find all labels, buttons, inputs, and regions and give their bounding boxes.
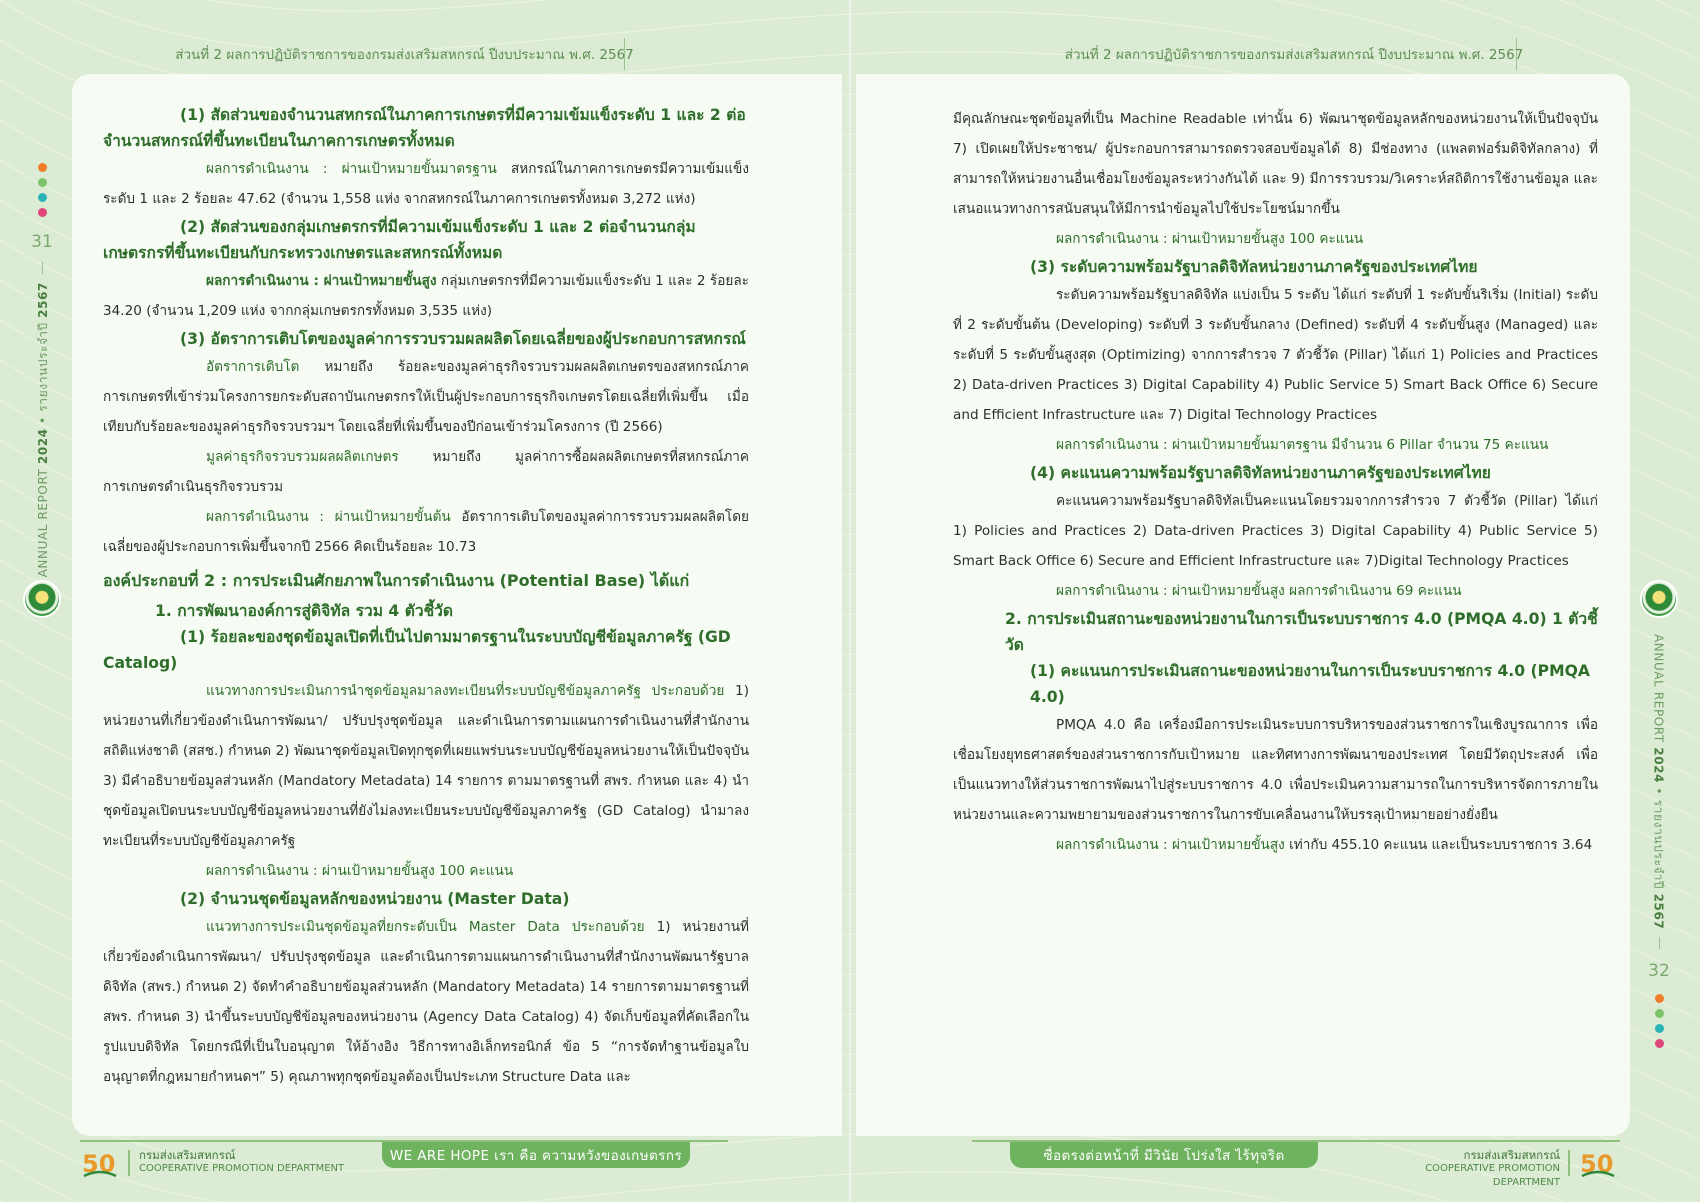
teal-dot	[38, 193, 47, 202]
result-label: ผลการดำเนินงาน : ผ่านเป้าหมายขั้นสูง	[206, 273, 437, 289]
org-name-thai: กรมส่งเสริมสหกรณ์	[139, 1148, 236, 1162]
thai-report-label: รายงานประจำปี	[1651, 799, 1666, 890]
result-label: ผลการดำเนินงาน : ผ่านเป้าหมายขั้นมาตรฐาน	[206, 161, 497, 177]
result-text: กลุ่มเกษตรกรที่มีความเข้มแข็งระดับ 1 และ 2 ร้อยละ 34.20 (จำนวน 1,209 แห่ง จากกลุ่มเกษตรกรทั้งหมด 3,535 แห่ง)	[103, 273, 749, 319]
page-number-right: 32	[1648, 961, 1670, 982]
green-dot	[38, 178, 47, 187]
pink-dot	[38, 208, 47, 217]
footer-separator	[128, 1150, 130, 1176]
page-fold	[849, 0, 851, 1202]
department-seal-icon	[1640, 580, 1678, 618]
page-header-right: ส่วนที่ 2 ผลการปฏิบัติราชการของกรมส่งเสริมสหกรณ์ ปีงบประมาณ พ.ศ. 2567	[1072, 38, 1517, 70]
paragraph: PMQA 4.0 คือ เครื่องมือการประเมินระบบการบริหารของส่วนราชการในเชิงบูรณาการ เพื่อเชื่อมโยงยุทธศาสตร์ของส่วนราชการกับเป้าหมาย และทิศทางการพัฒนาของประเทศ โดยมีวัตถุประสงค์ เพื่อเป็นแนวทางให้ส่วนราชการพัฒนาไปสู่ระบบราชการ 4.0 เพื่อประเมินความสามารถในการบริหารจัดการภายในหน่วยงานและความพยายามของส่วนราชการในการขับเคลื่อนงานให้บรรลุเป้าหมายอย่างยั่งยืน	[953, 717, 1598, 823]
orange-dot	[38, 163, 47, 172]
page-header-left: ส่วนที่ 2 ผลการปฏิบัติราชการของกรมส่งเสริมสหกรณ์ ปีงบประมาณ พ.ศ. 2567	[185, 38, 625, 70]
result-line: ผลการดำเนินงาน : ผ่านเป้าหมายขั้นสูง 100 คะแนน	[1056, 231, 1364, 247]
section-heading: (1) ร้อยละของชุดข้อมูลเปิดที่เป็นไปตามมาตรฐานในระบบบัญชีข้อมูลภาครัฐ (GD Catalog)	[103, 628, 731, 672]
paragraph	[103, 442, 749, 502]
result-line	[953, 830, 1598, 860]
slogan-pill-left: WE ARE HOPE เรา คือ ความหวังของเกษตรกร	[382, 1142, 690, 1168]
method-label: แนวทางการประเมินการนำชุดข้อมูลมาลงทะเบียนที่ระบบบัญชีข้อมูลภาครัฐ ประกอบด้วย	[206, 683, 725, 699]
right-page-content	[953, 104, 1598, 860]
result-text: อัตราการเติบโตของมูลค่าการรวบรวมผลผลิตโดยเฉลี่ยของผู้ประกอบการเพิ่มขึ้นจากปี 2566 คิดเป็นร้อยละ 10.73	[103, 509, 749, 555]
section-heading: (3) อัตราการเติบโตของมูลค่าการรวบรวมผลผลิตโดยเฉลี่ยของผู้ประกอบการสหกรณ์	[180, 330, 746, 348]
anniversary-50-logo-icon	[1578, 1146, 1618, 1180]
page-number-left: 31	[31, 232, 53, 252]
paragraph: มีคุณลักษณะชุดข้อมูลที่เป็น Machine Readable เท่านั้น 6) พัฒนาชุดข้อมูลหลักของหน่วยงานให้เป็นปัจจุบัน 7) เปิดเผยให้ประชาชน/ ผู้ประกอบการสามารถตรวจสอบข้อมูลได้ 8) มีช่องทาง (แพลตฟอร์มดิจิทัลกลาง) ที่สามารถให้หน่วยงานอื่นเชื่อมโยงข้อมูลระหว่างกันได้ และ 9) มีการรวบรวม/วิเคราะห์สถิติการใช้งานข้อมูล และเสนอแนวทางการสนับสนุนให้มีการนำข้อมูลไปใช้ประโยชน์มากขึ้น	[953, 111, 1598, 217]
annual-report-label: ANNUAL REPORT	[35, 468, 50, 578]
left-page-content	[103, 102, 749, 1092]
annual-report-label: ANNUAL REPORT	[1651, 634, 1666, 743]
section-heading: (1) คะแนนการประเมินสถานะของหน่วยงานในการเป็นระบบราชการ 4.0 (PMQA 4.0)	[1030, 662, 1590, 706]
result-text: เท่ากับ 455.10 คะแนน และเป็นระบบราชการ 3.64	[1289, 837, 1593, 853]
paragraph	[103, 266, 749, 326]
year-en: 2024	[35, 428, 50, 465]
result-text: สหกรณ์ในภาคการเกษตรมีความเข้มแข็งระดับ 1 และ 2 ร้อยละ 47.62 (จำนวน 1,558 แห่ง จากสหกรณ์ในภาคการเกษตรทั้งหมด 3,272 แห่ง)	[103, 161, 749, 207]
annual-report-vertical	[33, 282, 52, 577]
result-label: ผลการดำเนินงาน : ผ่านเป้าหมายขั้นต้น	[206, 509, 451, 525]
logo-number: 50	[82, 1150, 116, 1178]
anniversary-50-logo-icon	[80, 1146, 120, 1180]
term-text: หมายถึง ร้อยละของมูลค่าธุรกิจรวบรวมผลผลิตเกษตรของสหกรณ์ภาคการเกษตรที่เข้าร่วมโครงการยกระดับสถาบันเกษตรกรให้เป็นผู้ประกอบการธุรกิจเกษตรโดยเฉลี่ยที่เพิ่มขึ้น เมื่อเทียบกับร้อยละของมูลค่าธุรกิจรวบรวมฯ โดยเฉลี่ยที่เพิ่มขึ้นของปีก่อนเข้าร่วมโครงการ (ปี 2566)	[103, 359, 749, 435]
result-line: ผลการดำเนินงาน : ผ่านเป้าหมายขั้นมาตรฐาน มีจำนวน 6 Pillar จำนวน 75 คะแนน	[1056, 437, 1549, 453]
org-name-english: COOPERATIVE PROMOTION DEPARTMENT	[139, 1163, 345, 1174]
result-line: ผลการดำเนินงาน : ผ่านเป้าหมายขั้นสูง ผลการดำเนินงาน 69 คะแนน	[1056, 583, 1462, 599]
paragraph	[103, 352, 749, 442]
method-text: 1) หน่วยงานที่เกี่ยวข้องดำเนินการพัฒนา/ ปรับปรุงชุดข้อมูล และดำเนินการตามแผนการดำเนินงานที่สำนักงานสถิติแห่งชาติ (สสช.) กำหนด 2) พัฒนาชุดข้อมูลเปิดทุกชุดที่เผยแพร่บนระบบบัญชีข้อมูลหน่วยงานให้เป็นปัจจุบัน 3) มีคำอธิบายข้อมูลส่วนหลัก (Mandatory Metadata) 14 รายการ ตามมาตรฐานที่ สพร. กำหนด และ 4) นำชุดข้อมูลเปิดบนระบบบัญชีข้อมูลหน่วยงานที่ยังไม่ลงทะเบียนระบบบัญชีข้อมูลภาครัฐ (GD Catalog) นำมาลงทะเบียนที่ระบบบัญชีข้อมูลภาครัฐ	[103, 683, 749, 849]
component-heading: องค์ประกอบที่ 2 : การประเมินศักยภาพในการดำเนินงาน (Potential Base) ได้แก่	[103, 571, 690, 590]
pink-dot	[1655, 1039, 1664, 1048]
org-name-thai: กรมส่งเสริมสหกรณ์	[1463, 1148, 1560, 1162]
paragraph	[103, 676, 749, 856]
paragraph: ระดับความพร้อมรัฐบาลดิจิทัล แบ่งเป็น 5 ระดับ ได้แก่ ระดับที่ 1 ระดับขั้นริเริ่ม (Initial) ระดับที่ 2 ระดับขั้นต้น (Developing) ระดับที่ 3 ระดับขั้นกลาง (Defined) ระดับที่ 4 ระดับขั้นสูง (Managed) และระดับที่ 5 ระดับขั้นสูงสุด (Optimizing) จากการสำรวจ 7 ตัวชี้วัด (Pillar) ได้แก่ 1) Policies and Practices 2) Data-driven Practices 3) Digital Capability 4) Public Service 5) Smart Back Office 6) Secure and Efficient Infrastructure และ 7) Digital Technology Practices	[953, 287, 1598, 423]
divider	[1659, 937, 1660, 949]
bullet: •	[1651, 787, 1666, 796]
org-name-english: COOPERATIVE PROMOTION DEPARTMENT	[1425, 1163, 1560, 1188]
year-th: 2567	[1651, 893, 1666, 930]
section-heading: (1) สัดส่วนของจำนวนสหกรณ์ในภาคการเกษตรที่มีความเข้มแข็งระดับ 1 และ 2 ต่อจำนวนสหกรณ์ที่ขึ้นทะเบียนในภาคการเกษตรทั้งหมด	[103, 106, 746, 150]
method-label: แนวทางการประเมินชุดข้อมูลที่ยกระดับเป็น Master Data ประกอบด้วย	[206, 919, 645, 935]
paragraph	[103, 912, 749, 1092]
org-name-left	[139, 1148, 344, 1176]
thai-report-label: รายงานประจำปี	[35, 322, 50, 412]
section-heading: (2) จำนวนชุดข้อมูลหลักของหน่วยงาน (Master Data)	[180, 890, 570, 908]
footer-separator	[1568, 1150, 1570, 1176]
year-en: 2024	[1651, 747, 1666, 784]
teal-dot	[1655, 1024, 1664, 1033]
term-label: มูลค่าธุรกิจรวบรวมผลผลิตเกษตร	[206, 449, 399, 465]
divider	[42, 262, 43, 274]
org-name-right	[1370, 1148, 1560, 1190]
term-text: หมายถึง มูลค่าการซื้อผลผลิตเกษตรที่สหกรณ์ภาคการเกษตรดำเนินธุรกิจรวบรวม	[103, 449, 750, 495]
item-heading: 2. การประเมินสถานะของหน่วยงานในการเป็นระบบราชการ 4.0 (PMQA 4.0) 1 ตัวชี้วัด	[1005, 610, 1598, 654]
method-text: 1) หน่วยงานที่เกี่ยวข้องดำเนินการพัฒนา/ ปรับปรุงชุดข้อมูล และดำเนินการตามแผนการดำเนินงานที่สำนักงานพัฒนารัฐบาลดิจิทัล (สพร.) กำหนด 2) จัดทำคำอธิบายข้อมูลส่วนหลัก (Mandatory Metadata) 14 รายการตามมาตรฐานที่ สพร. กำหนด 3) นำขึ้นระบบบัญชีข้อมูลของหน่วยงาน (Agency Data Catalog) 4) จัดเก็บข้อมูลที่คัดเลือกในรูปแบบดิจิทัล โดยกรณีที่เป็นใบอนุญาต ให้อ้างอิง วิธีการทางอิเล็กทรอนิกส์ ข้อ 5 “การจัดทำฐานข้อมูลใบอนุญาตที่กฎหมายกำหนดฯ” 5) คุณภาพทุกชุดข้อมูลต้องเป็นประเภท Structure Data และ	[103, 919, 749, 1085]
slogan-pill-right: ซื่อตรงต่อหน้าที่ มีวินัย โปร่งใส ไร้ทุจริต	[1010, 1142, 1318, 1168]
result-label: ผลการดำเนินงาน : ผ่านเป้าหมายขั้นสูง	[1056, 837, 1285, 853]
term-label: อัตราการเติบโต	[206, 359, 300, 375]
annual-report-vertical	[1650, 634, 1669, 929]
department-seal-icon	[23, 580, 61, 618]
logo-number: 50	[1580, 1150, 1614, 1178]
section-heading: (2) สัดส่วนของกลุ่มเกษตรกรที่มีความเข้มแข็งระดับ 1 และ 2 ต่อจำนวนกลุ่มเกษตรกรที่ขึ้นทะเบียนกับกระทรวงเกษตรและสหกรณ์ทั้งหมด	[103, 218, 696, 262]
section-heading: (4) คะแนนความพร้อมรัฐบาลดิจิทัลหน่วยงานภาครัฐของประเทศไทย	[1030, 464, 1491, 482]
bullet: •	[35, 416, 50, 424]
result-line: ผลการดำเนินงาน : ผ่านเป้าหมายขั้นสูง 100 คะแนน	[206, 863, 514, 879]
paragraph	[103, 154, 749, 214]
paragraph: คะแนนความพร้อมรัฐบาลดิจิทัลเป็นคะแนนโดยรวมจากการสำรวจ 7 ตัวชี้วัด (Pillar) ได้แก่ 1) Policies and Practices 2) Data-driven Practices 3) Digital Capability 4) Public Service 5) Smart Back Office 6) Secure and Efficient Infrastructure และ 7)Digital Technology Practices	[953, 493, 1598, 569]
paragraph	[103, 502, 749, 562]
item-heading: 1. การพัฒนาองค์การสู่ดิจิทัล รวม 4 ตัวชี้วัด	[155, 602, 454, 620]
green-dot	[1655, 1009, 1664, 1018]
year-th: 2567	[35, 282, 50, 318]
side-strip-right	[1641, 634, 1677, 1051]
section-heading: (3) ระดับความพร้อมรัฐบาลดิจิทัลหน่วยงานภาครัฐของประเทศไทย	[1030, 258, 1478, 276]
orange-dot	[1655, 994, 1664, 1003]
side-strip-left	[24, 160, 60, 577]
